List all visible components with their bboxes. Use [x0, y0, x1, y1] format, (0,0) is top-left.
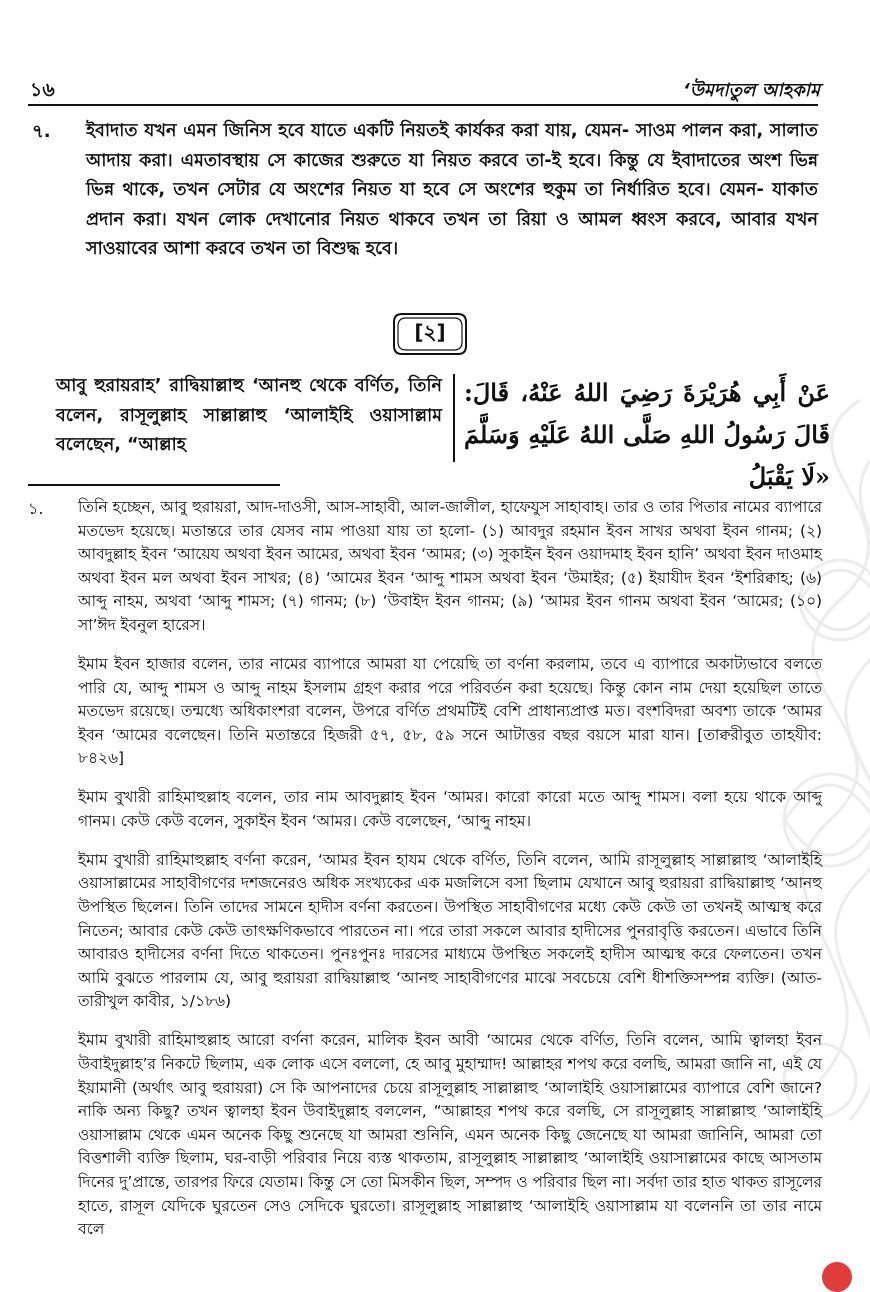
footnote-divider [28, 484, 280, 486]
footnote-number: ১. [28, 499, 44, 518]
footnote-paragraph: ইমাম বুখারী রাহিমাহুল্লাহ আরো বর্ণনা করেন, মালিক ইবন আবী ‘আমের থেকে বর্ণিত, তিনি বলেন, আমি ত্বালহা ইবন উবাইদুল্লাহ’র নিকটে ছিলাম, এক লোক এসে বললো, হে আবু মুহাম্মাদ! আল্লাহর শপথ করে বলছি, আমরা জানি না, এই যে ইয়ামানী (অর্থাৎ আবু হুরায়রা) সে কি আপনাদের চেয়ে রাসূলুল্লাহ সাল্লাল্লাহু ‘আলাইহি ওয়াসাল্লামের ব্যাপারে বেশি জানে? নাকি অন্য কিছু? তখন ত্বালহা ইবন উবাইদুল্লাহ বললেন, “আল্লাহর শপথ করে বলছি, সে রাসূলুল্লাহ সাল্লাল্লাহু ‘আলাইহি ওয়াসাল্লাম থেকে এমন অনেক কিছু শুনেছে যা আমরা শুনিনি, এমন অনেক কিছু জেনেছে যা আমরা জানিনি, আমরা তো বিত্তশালী ব্যক্তি ছিলাম, ঘর-বাড়ী পরিবার নিয়ে ব্যস্ত থাকতাম, রাসূলুল্লাহ সাল্লাল্লাহু ‘আলাইহি ওয়াসাল্লামের কাছে আসতাম দিনের দু’প্রান্তে, তারপর ফিরে যেতাম। কিন্তু সে তো মিসকীন ছিল, সম্পদ ও পরিবার ছিল না। সর্বদা তার হাত থাকত রাসূলের হাতে, রাসূল যেদিকে ঘুরতেন সেও সেদিকে ঘুরতো। রাসূলুল্লাহ সাল্লাল্লাহু ‘আলাইহি ওয়াসাল্লাম যা বলেননি তা তার নামে বলে [78, 1031, 822, 1239]
header-divider [28, 104, 818, 106]
hadith-bangla: আবু হুরায়রাহ’ রাদ্বিয়াল্লাহু ‘আনহু থেকে বর্ণিত, তিনি বলেন, রাসূলুল্লাহ সাল্লাল্লাহু ‘আলাইহি ওয়াসাল্লাম বলেছেন, “আল্লাহ [56, 376, 442, 455]
point-number: ৭. [32, 121, 51, 142]
running-title: ‘উমদাতুল আহকাম [683, 80, 820, 101]
hadith-number: [২] [414, 319, 446, 344]
page-corner-marker [822, 1262, 852, 1292]
hadith-arabic: عَنْ أَبِي هُرَيْرَةَ رَضِيَ اللهُ عَنْهُ، قَالَ: قَالَ رَسُولُ اللهِ صَلَّى اللهُ عَلَيْهِ وَسَلَّمَ «لَا يَقْبَلُ [464, 378, 830, 491]
hadith-number-badge [392, 312, 468, 356]
numbered-point [28, 117, 818, 265]
footnote-paragraph: ইমাম বুখারী রাহিমাহুল্লাহ বলেন, তার নাম আবদুল্লাহ ইবন ‘আমর। কারো কারো মতে আব্দু শামস। বলা হয়ে থাকে আব্দু গানম। কেউ কেউ বলেন, সুকাইন ইবন ‘আমর। কেউ বলেছেন, ‘আব্দু নাহম। [78, 788, 822, 830]
footnote-section [28, 496, 822, 1248]
column-divider [453, 374, 455, 462]
point-text: ইবাদাত যখন এমন জিনিস হবে যাতে একটি নিয়তই কার্যকর করা যায়, যেমন- সাওম পালন করা, সালাত আদায় করা। এমতাবস্থায় সে কাজের শুরুতে যা নিয়ত করবে তা-ই হবে। কিন্তু যে ইবাদাতের অংশ ভিন্ন ভিন্ন থাকে, তখন সেটার যে অংশের নিয়ত যা হবে সে অংশের হুকুম তা নির্ধারিত হবে। যেমন- যাকাত প্রদান করা। যখন লোক দেখানোর নিয়ত থাকবে তখন তা রিয়া ও আমল ধ্বংস করবে, আবার যখন সাওয়াবের আশা করবে তখন তা বিশুদ্ধ হবে। [86, 121, 818, 259]
footnote-paragraph: তিনি হচ্ছেন, আবু হুরায়রা, আদ-দাওসী, আস-সাহাবী, আল-জালীল, হাফেযুস সাহাবাহ। তার ও তার পিতার নামের ব্যাপারে মতভেদ হয়েছে। মতান্তরে তার যেসব নাম পাওয়া যায় তা হলো- (১) আবদুর রহমান ইবন সাখর অথবা ইবন গানম; (২) আবদুল্লাহ ইবন ‘আয়েয অথবা ইবন আমের, অথবা ইবন ‘আমর; (৩) সুকাইন ইবন ওয়াদমাহ ইবন হানি’ অথবা ইবন দাওমাহ অথবা ইবন মল অথবা ইবন সাখর; (৪) ‘আমের ইবন ‘আব্দু শামস অথবা ইবন ‘উমাইর; (৫) ইয়াযীদ ইবন ‘ইশরিক্বাহ; (৬) আব্দু নাহম, অথবা ‘আব্দু শামস; (৭) গানম; (৮) ‘উবাইদ ইবন গানম; (৯) ‘আমর ইবন গানম অথবা ইবন ‘আমের; (১০) সা’ঈদ ইবনুল হারেস। [78, 498, 822, 634]
page-number: ১৬ [30, 79, 55, 101]
footnote-paragraph: ইমাম বুখারী রাহিমাহুল্লাহ বর্ণনা করেন, ‘আমর ইবন হাযম থেকে বর্ণিত, তিনি বলেন, আমি রাসূলুল্লাহ সাল্লাল্লাহু ‘আলাইহি ওয়াসাল্লামের সাহাবীগণের দশজনেরও অধিক সংখ্যকের এক মজলিসে বসা ছিলাম যেখানে আবু হুরায়রা রাদ্বিয়াল্লাহু ‘আনহু উপস্থিত ছিলেন। তিনি তাদের সামনে হাদীস বর্ণনা করতেন। উপস্থিত সাহাবীগণের মধ্যে কেউ কেউ তা তখনই আত্মস্থ করে নিতেন; আবার কেউ কেউ তাৎক্ষণিকভাবে পারতেন না। পরে তারা সকলে আবার হাদীসের পুনরাবৃত্তি করতেন। এভাবে তিনি আবারও হাদীসের বর্ণনা দিতে থাকতেন। পুনঃপুনঃ দারসের মাধ্যমে উপস্থিত সকলেই হাদীস আত্মস্থ করে ফেলতেন। তখন আমি বুঝতে পারলাম যে, আবু হুরায়রা রাদ্বিয়াল্লাহু ‘আনহু সাহাবীগণের মাঝে সবচেয়ে বেশি ধীশক্তিসম্পন্ন ব্যক্তি। (আত-তারীখুল কাবীর, ১/১৮৬) [78, 850, 822, 1011]
footnote-paragraph: ইমাম ইবন হাজার বলেন, তার নামের ব্যাপারে আমরা যা পেয়েছি তা বর্ণনা করলাম, তবে এ ব্যাপারে অকাট্যভাবে বলতে পারি যে, আব্দু শামস ও আব্দু নাহম ইসলাম গ্রহণ করার পরে পরিবর্তন করা হয়েছে। কিন্তু কোন নাম দেয়া হয়েছিল তাতে মতভেদ রয়েছে। তন্মধ্যে অধিকাংশরা বলেন, উপরে বর্ণিত প্রথমটিই বেশি প্রাধান্যপ্রাপ্ত মত। বংশবিদরা অবশ্য তাকে ‘আমর ইবন ‘আমের বলেছেন। তিনি মতান্তরে হিজরী ৫৭, ৫৮, ৫৯ সনে আটাত্তর বছর বয়সে মারা যান। [তাক্বরীবুত তাহযীব: ৮৪২৬] [78, 654, 822, 768]
hadith-block [28, 372, 840, 491]
